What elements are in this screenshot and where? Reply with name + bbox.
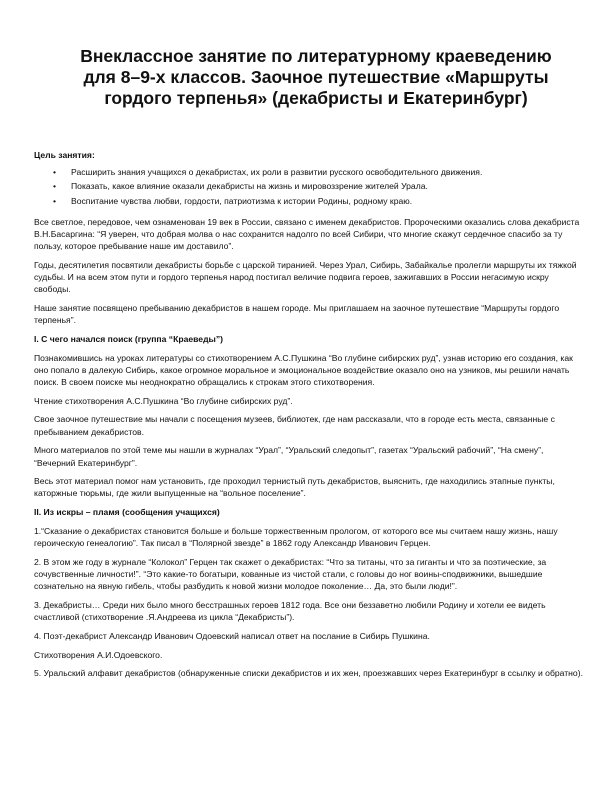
section-2-heading: II. Из искры – пламя (сообщения учащихся): [34, 507, 220, 518]
document-body: [34, 149, 586, 686]
goal-heading: Цель занятия:: [34, 150, 95, 160]
section-2-paragraph-5: Стихотворения А.И.Одоевского.: [34, 649, 163, 660]
goal-item-1: [34, 166, 586, 178]
bullet-icon: •: [53, 195, 57, 206]
goal-item-2: [34, 180, 586, 192]
intro-paragraph-1: Все светлое, передовое, чем ознаменован 19 век в России, связано с именем декабристов. Пророческими оказались слова декабриста В.Н.Басаргина: “Я уверен, что добрая молва о нас сохранится надолго по всей Сибири, что многие скажут сердечное спасибо за ту пользу, которое пребывание наше им доставило”.: [34, 216, 580, 252]
section-1-paragraph-3: Свое заочное путешествие мы начали с посещения музеев, библиотек, где нам рассказали, что в городе есть места, связанные с пребыванием декабристов.: [34, 414, 555, 437]
section-1-paragraph-1: Познакомившись на уроках литературы со стихотворением А.С.Пушкина “Во глубине сибирских руд”, узнав историю его создания, как оно попало в далекую Сибирь, какое огромное моральное и эмоциональное воздействие оказало оно на узников, мы решили начать поиск. В своем поиске мы неоднократно обращались к строкам этого стихотворения.: [34, 352, 573, 388]
intro-paragraph-3: Наше занятие посвящено пребыванию декабристов в нашем городе. Мы приглашаем на заочное путешествие “Маршруты гордого терпенья”.: [34, 303, 560, 326]
bullet-icon: •: [53, 167, 57, 178]
section-2-paragraph-6: 5. Уральский алфавит декабристов (обнаруженные списки декабристов и их жен, проезжавших через Екатеринбург в ссылку и обратно).: [34, 668, 583, 679]
goal-item-text: Показать, какое влияние оказали декабристы на жизнь и мировоззрение жителей Урала.: [71, 181, 428, 192]
intro-paragraph-2: Годы, десятилетия посвятили декабристы борьбе с царской тиранией. Через Урал, Сибирь, Забайкалье пролегли маршруты их тяжкой судьбы. И на всем этом пути и гордого терпенья народ постигал величие подвига героев, зажигавших в России негасимую искру свободы.: [34, 259, 577, 295]
section-1-paragraph-4: Много материалов по этой теме мы нашли в журналах “Урал”, “Уральский следопыт”, газетах “Уральский рабочий”, “На смену”, “Вечерний Екатеринбург”.: [34, 445, 544, 468]
goal-item-text: Воспитание чувства любви, гордости, патриотизма к истории Родины, родному краю.: [71, 195, 413, 206]
goal-item-3: [34, 195, 586, 207]
title-line-3: гордого терпенья» (декабристы и Екатеринбург): [104, 88, 528, 108]
bullet-icon: •: [53, 181, 57, 192]
section-2-paragraph-3: 3. Декабристы… Среди них было много бесстрашных героев 1812 года. Все они беззаветно любили Родину и хотели ее видеть счастливой (стихотворение .Я.Андреева из цикла “Декабристы”).: [34, 599, 546, 623]
goal-item-text: Расширить знания учащихся о декабристах, их роли в развитии русского освободительного движения.: [71, 167, 483, 178]
document-title: [40, 46, 592, 109]
title-line-2: для 8–9-х классов. Заочное путешествие «Маршруты: [83, 67, 549, 87]
section-1-paragraph-2: Чтение стихотворения А.С.Пушкина “Во глубине сибирских руд”.: [34, 395, 293, 406]
section-2-paragraph-1: 1.“Сказание о декабристах становится больше и больше торжественным прологом, от которого все мы считаем нашу жизнь, нашу героическую генеалогию”. Так писал в “Полярной звезде” в 1862 году Александр Иванович Герцен.: [34, 525, 558, 549]
goal-list: [34, 166, 586, 207]
title-line-1: Внеклассное занятие по литературному краеведению: [80, 46, 552, 66]
section-2-paragraph-2: 2. В этом же году в журнале “Колокол” Герцен так скажет о декабристах: “Что за титаны, что за гиганты и что за поэтические, за сочувственные личности!”. “Это какие-то богатыри, кованные из чистой стали, с головы до ног воины-сподвижники, вышедшие сознательно на явную гибель, чтобы разбудить к новой жизни молодое поколение… Да, это были люди!”.: [34, 556, 547, 592]
section-1-paragraph-5: Весь этот материал помог нам установить, где проходил тернистый путь декабристов, выяснить, где находились этапные пункты, каторжные тюрьмы, где жили выпущенные на “вольное поселение”.: [34, 476, 555, 499]
section-1-heading: I. С чего начался поиск (группа “Краеведы”): [34, 333, 224, 344]
section-2-paragraph-4: 4. Поэт-декабрист Александр Иванович Одоевский написал ответ на послание в Сибирь Пушкина.: [34, 630, 430, 641]
